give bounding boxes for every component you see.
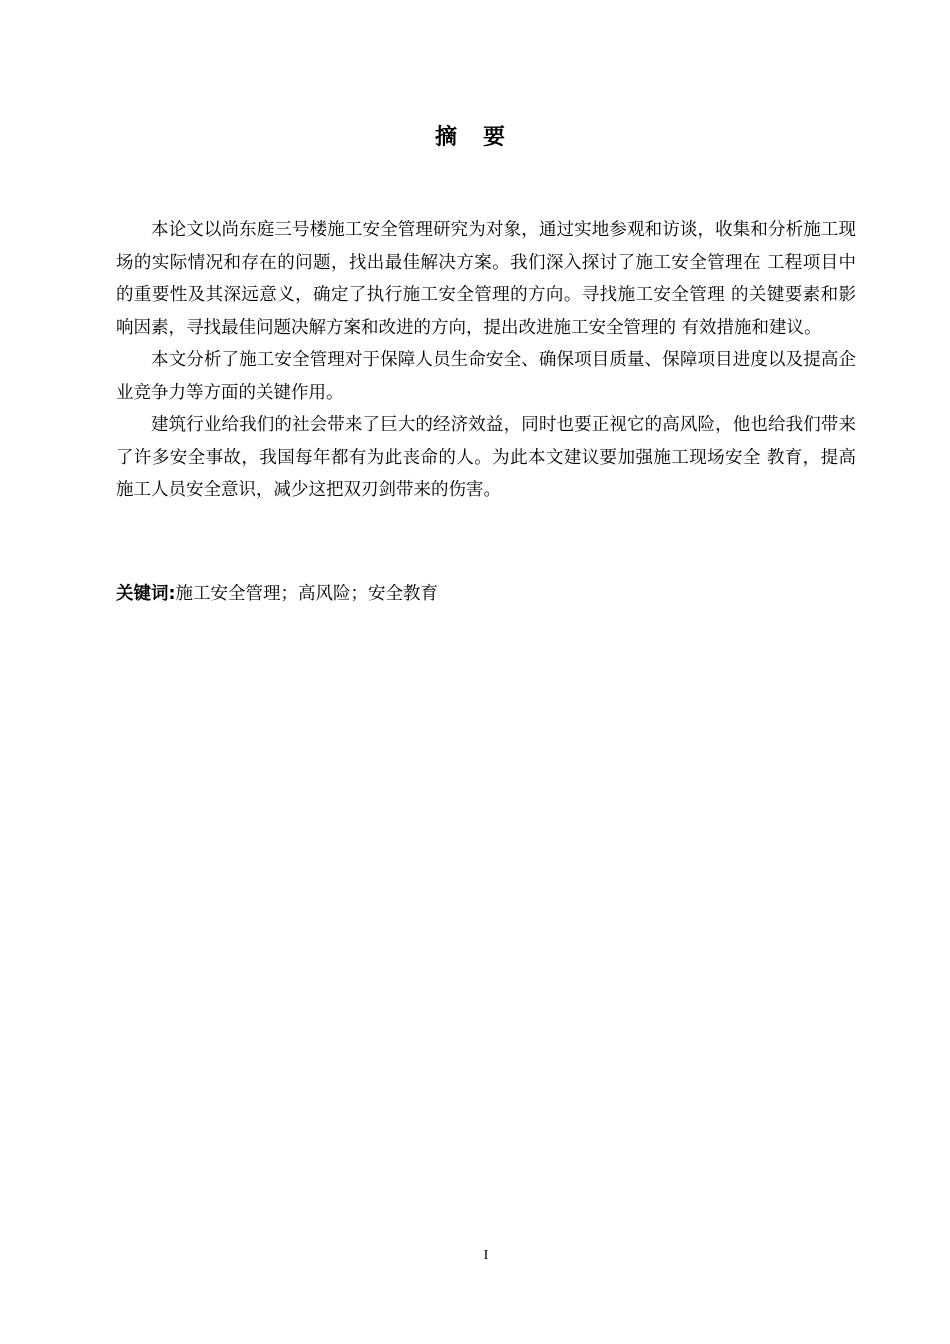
keywords-line — [116, 578, 856, 610]
abstract-body — [116, 214, 856, 507]
abstract-paragraph-2: 本文分析了施工安全管理对于保障人员生命安全、确保项目质量、保障项目进度以及提高企业竞争力等方面的关键作用。 — [116, 350, 856, 403]
keywords-label: 关键词: — [116, 584, 176, 604]
page-number: I — [483, 1248, 489, 1263]
abstract-paragraph-3: 建筑行业给我们的社会带来了巨大的经济效益，同时也要正视它的高风险，他也给我们带来了许多安全事故，我国每年都有为此丧命的人。为此本文建议要加强施工现场安全 教育，提高施工人员安全意识，减少这把双刃剑带来的伤害。 — [116, 415, 856, 500]
keywords-text: 施工安全管理；高风险；安全教育 — [175, 584, 438, 604]
abstract-paragraph-1: 本论文以尚东庭三号楼施工安全管理研究为对象，通过实地参观和访谈，收集和分析施工现场的实际情况和存在的问题，找出最佳解决方案。我们深入探讨了施工安全管理在 工程项目中的重要性及其深远意义，确定了执行施工安全管理的方向。寻找施工安全管理 的关键要素和影响因素，寻找最佳问题决解方案和改进的方向，提出改进施工安全管理的 有效措施和建议。 — [116, 220, 856, 338]
page-title: 摘要 — [434, 125, 531, 150]
